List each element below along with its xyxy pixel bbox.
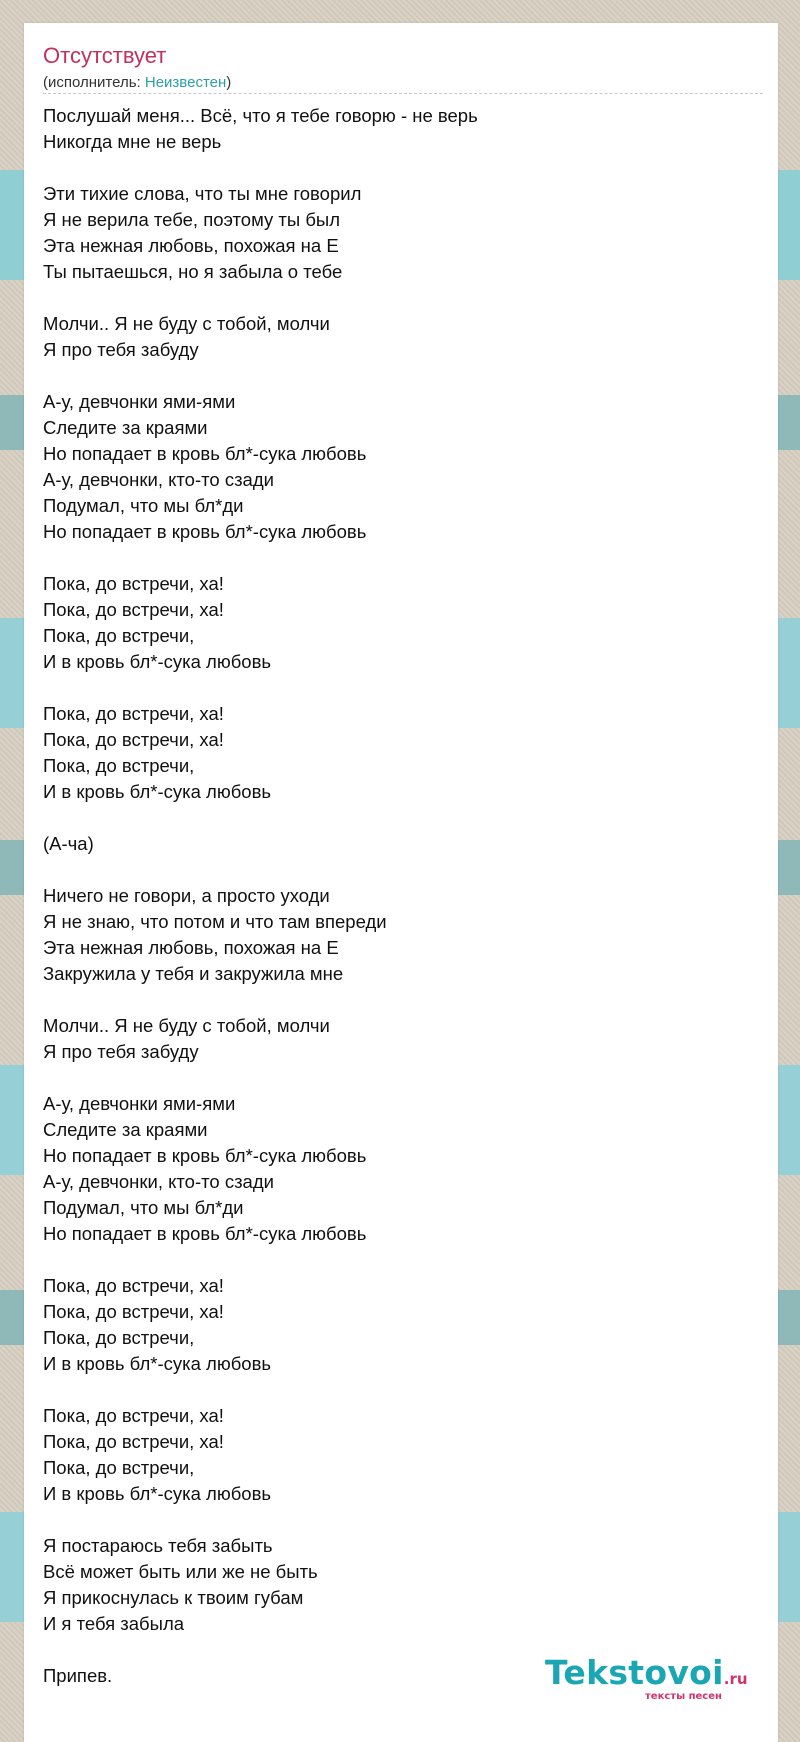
- lyric-line: Припев.: [43, 1665, 113, 1686]
- lyric-blank-line: [43, 363, 763, 389]
- lyric-line: И в кровь бл*-сука любовь: [43, 1353, 272, 1374]
- lyrics-card: [24, 23, 778, 1742]
- lyric-line: Закружила у тебя и закружила мне: [43, 963, 344, 984]
- lyric-blank-line: [43, 675, 763, 701]
- lyric-line: Но попадает в кровь бл*-сука любовь: [43, 1145, 367, 1166]
- lyric-line: И я тебя забыла: [43, 1613, 185, 1634]
- lyric-line: Молчи.. Я не буду с тобой, молчи: [43, 313, 330, 334]
- lyric-line: (А-ча): [43, 833, 94, 854]
- logo-tld: .ru: [723, 1670, 748, 1688]
- lyric-blank-line: [43, 285, 763, 311]
- lyric-line: Ты пытаешься, но я забыла о тебе: [43, 261, 343, 282]
- lyric-line: Но попадает в кровь бл*-сука любовь: [43, 443, 367, 464]
- lyrics-body: [43, 103, 763, 1689]
- lyric-line: Молчи.. Я не буду с тобой, молчи: [43, 1015, 330, 1036]
- lyric-line: Эта нежная любовь, похожая на Е: [43, 937, 339, 958]
- lyric-blank-line: [43, 1065, 763, 1091]
- lyric-line: Я постараюсь тебя забыть: [43, 1535, 273, 1556]
- lyric-line: И в кровь бл*-сука любовь: [43, 1483, 272, 1504]
- lyric-line: Никогда мне не верь: [43, 131, 222, 152]
- lyric-blank-line: [43, 155, 763, 181]
- lyric-line: А-у, девчонки, кто-то сзади: [43, 1171, 274, 1192]
- lyric-line: Эти тихие слова, что ты мне говорил: [43, 183, 362, 204]
- lyric-blank-line: [43, 1507, 763, 1533]
- site-logo[interactable]: [545, 1653, 748, 1702]
- lyric-line: Всё может быть или же не быть: [43, 1561, 318, 1582]
- artist-link[interactable]: Неизвестен: [144, 74, 227, 91]
- lyric-blank-line: [43, 987, 763, 1013]
- lyric-line: Пока, до встречи,: [43, 625, 195, 646]
- lyric-line: Ничего не говори, а просто уходи: [43, 885, 330, 906]
- title-divider: [43, 93, 763, 94]
- lyric-line: Пока, до встречи,: [43, 1327, 195, 1348]
- lyric-line: Подумал, что мы бл*ди: [43, 495, 244, 516]
- lyric-line: Я про тебя забуду: [43, 339, 199, 360]
- lyric-line: И в кровь бл*-сука любовь: [43, 651, 272, 672]
- lyric-line: Следите за краями: [43, 417, 208, 438]
- lyric-line: А-у, девчонки ями-ями: [43, 391, 236, 412]
- lyric-line: Я прикоснулась к твоим губам: [43, 1587, 304, 1608]
- artist-prefix: (исполнитель:: [43, 74, 145, 91]
- lyric-line: Пока, до встречи, ха!: [43, 1431, 224, 1452]
- lyric-line: Эта нежная любовь, похожая на Е: [43, 235, 339, 256]
- lyric-line: Пока, до встречи,: [43, 1457, 195, 1478]
- lyric-blank-line: [43, 1377, 763, 1403]
- lyric-line: Пока, до встречи, ха!: [43, 1275, 224, 1296]
- lyric-line: И в кровь бл*-сука любовь: [43, 781, 272, 802]
- lyric-blank-line: [43, 1247, 763, 1273]
- lyric-line: Но попадает в кровь бл*-сука любовь: [43, 521, 367, 542]
- lyric-line: Я про тебя забуду: [43, 1041, 199, 1062]
- lyric-line: Пока, до встречи, ха!: [43, 703, 224, 724]
- lyric-line: Пока, до встречи, ха!: [43, 729, 224, 750]
- lyric-line: Пока, до встречи, ха!: [43, 1405, 224, 1426]
- lyric-blank-line: [43, 545, 763, 571]
- artist-line: [43, 74, 231, 92]
- logo-name: Tekstovoi: [545, 1653, 724, 1692]
- lyric-line: Я не верила тебе, поэтому ты был: [43, 209, 341, 230]
- lyric-line: А-у, девчонки ями-ями: [43, 1093, 236, 1114]
- lyric-blank-line: [43, 857, 763, 883]
- lyric-line: Пока, до встречи,: [43, 755, 195, 776]
- lyric-line: Пока, до встречи, ха!: [43, 573, 224, 594]
- artist-suffix: ): [226, 74, 232, 91]
- lyric-line: Послушай меня... Всё, что я тебе говорю - не верь: [43, 105, 478, 126]
- lyric-blank-line: [43, 805, 763, 831]
- lyric-line: Пока, до встречи, ха!: [43, 599, 224, 620]
- lyric-line: Подумал, что мы бл*ди: [43, 1197, 244, 1218]
- logo-tagline: тексты песен: [645, 1691, 722, 1702]
- lyric-line: Пока, до встречи, ха!: [43, 1301, 224, 1322]
- lyric-line: Но попадает в кровь бл*-сука любовь: [43, 1223, 367, 1244]
- lyric-line: Я не знаю, что потом и что там впереди: [43, 911, 387, 932]
- lyric-line: А-у, девчонки, кто-то сзади: [43, 469, 274, 490]
- song-title: Отсутствует: [43, 43, 167, 68]
- lyric-line: Следите за краями: [43, 1119, 208, 1140]
